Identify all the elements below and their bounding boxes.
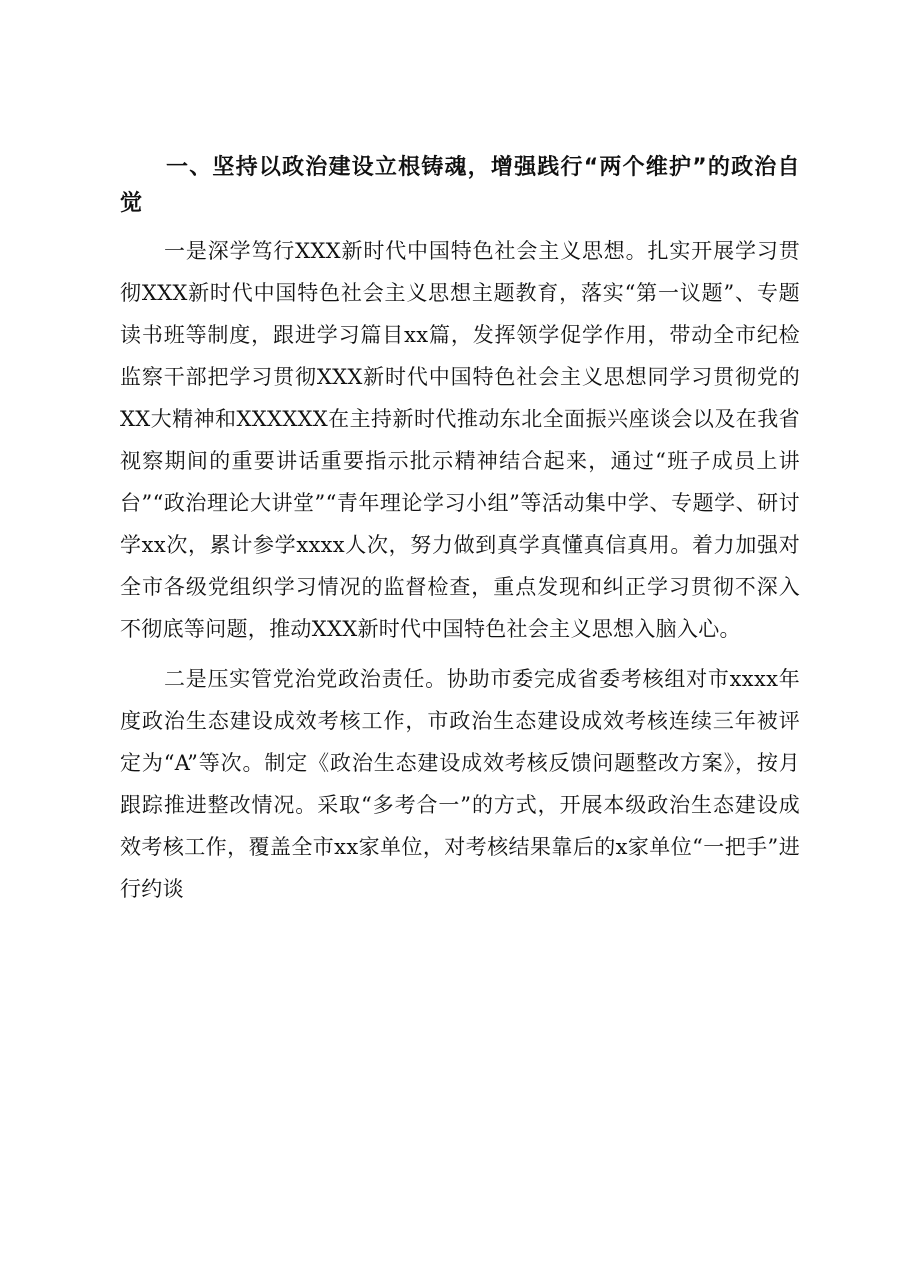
section-heading: 一、坚持以政治建设立根铸魂，增强践行“两个维护”的政治自觉 <box>120 155 800 216</box>
document-page <box>120 150 800 918</box>
paragraph-2: 二是压实管党治党政治责任。协助市委完成省委考核组对市xxxx年度政治生态建设成效考核工作，市政治生态建设成效考核连续三年被评定为“A”等次。制定《政治生态建设成效考核反馈问题整改方案》，按月跟踪推进整改情况。采取“多考合一”的方式，开展本级政治生态建设成效考核工作，覆盖全市xx家单位，对考核结果靠后的x家单位“一把手”进行约谈 <box>120 667 800 901</box>
paragraph-1: 一是深学笃行XXX新时代中国特色社会主义思想。扎实开展学习贯彻XXX新时代中国特色社会主义思想主题教育，落实“第一议题”、专题读书班等制度，跟进学习篇目xx篇，发挥领学促学作用，带动全市纪检监察干部把学习贯彻XXX新时代中国特色社会主义思想同学习贯彻党的XX大精神和XXXXXX在主持新时代推动东北全面振兴座谈会以及在我省视察期间的重要讲话重要指示批示精神结合起来，通过“班子成员上讲台”“政治理论大讲堂”“青年理论学习小组”等活动集中学、专题学、研讨学xx次，累计参学xxxx人次，努力做到真学真懂真信真用。着力加强对全市各级党组织学习情况的监督检查，重点发现和纠正学习贯彻不深入不彻底等问题，推动XXX新时代中国特色社会主义思想入脑入心。 <box>120 239 800 641</box>
